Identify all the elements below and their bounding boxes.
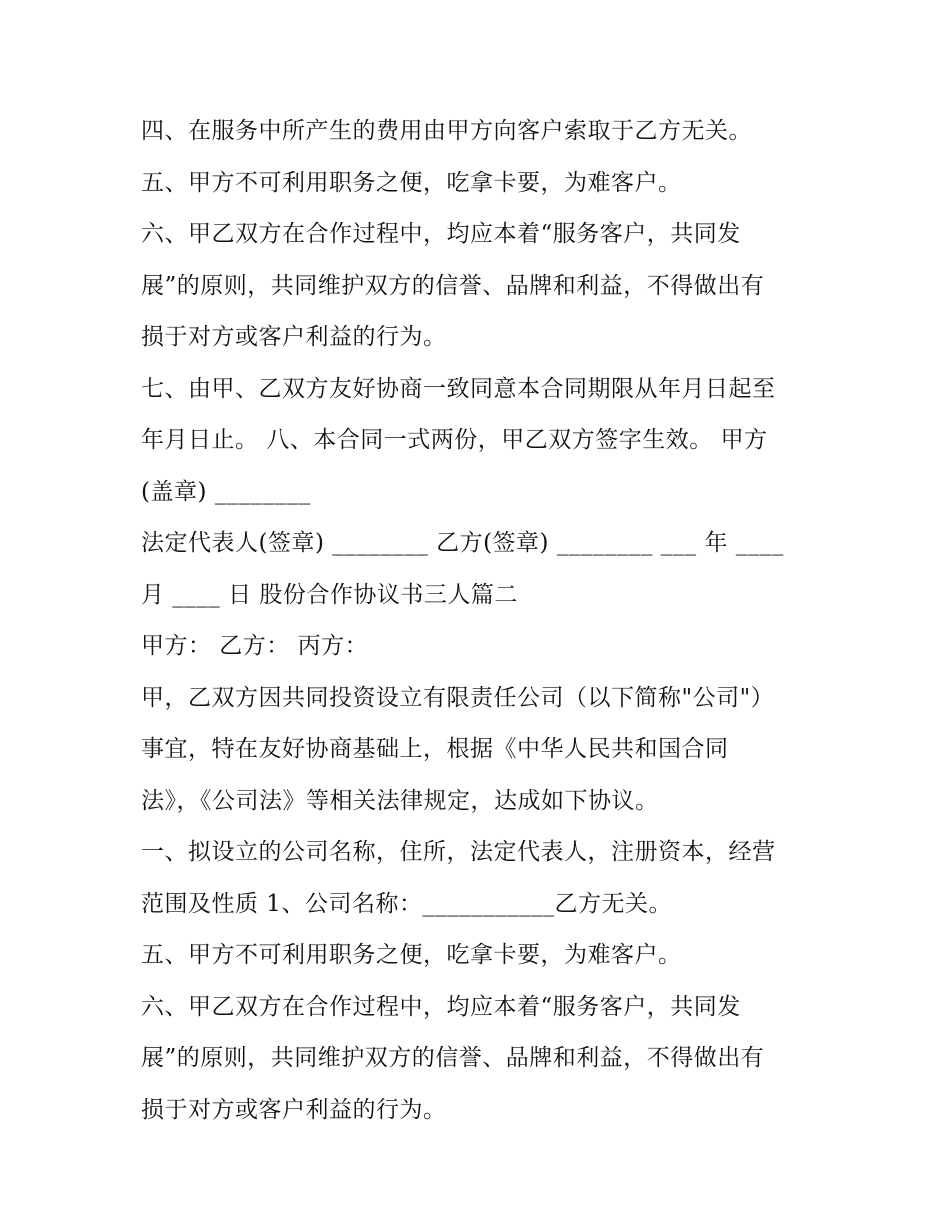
document-body <box>141 106 821 1136</box>
paragraph-line: 甲，乙双方因共同投资设立有限责任公司（以下简称"公司"） <box>141 684 775 711</box>
paragraph-line: 事宜，特在友好协商基础上，根据《中华人民共和国合同 <box>141 736 729 762</box>
paragraph-line: 损于对方或客户利益的行为。 <box>141 1096 447 1123</box>
paragraph-line: 损于对方或客户利益的行为。 <box>141 324 447 350</box>
parties-line: 甲方： 乙方： 丙方： <box>141 633 369 659</box>
paragraph-line: 一、拟设立的公司名称，住所，法定代表人，注册资本，经营 <box>141 839 776 865</box>
signature-line: 法定代表人(签章) ________ 乙方(签章) ________ ___ 年 ____ <box>141 530 784 556</box>
paragraph-line: 展”的原则，共同维护双方的信誉、品牌和利益，不得做出有 <box>141 272 765 299</box>
signature-line: (盖章) ________ <box>141 478 311 505</box>
paragraph-line: 范围及性质 1、公司名称：___________乙方无关。 <box>141 890 672 917</box>
paragraph-line: 四、在服务中所产生的费用由甲方向客户索取于乙方无关。 <box>141 118 752 144</box>
paragraph-line: 展”的原则，共同维护双方的信誉、品牌和利益，不得做出有 <box>141 1045 765 1071</box>
paragraph-line: 年月日止。 八、本合同一式两份，甲乙双方签字生效。 甲方 <box>141 427 768 453</box>
paragraph-line: 五、甲方不可利用职务之便，吃拿卡要，为难客户。 <box>141 942 682 968</box>
paragraph-line: 六、甲乙双方在合作过程中，均应本着“服务客户，共同发 <box>141 221 741 247</box>
paragraph-line: 六、甲乙双方在合作过程中，均应本着“服务客户，共同发 <box>141 993 741 1020</box>
paragraph-line: 法》，《公司法》等相关法律规定，达成如下协议。 <box>141 787 659 814</box>
section-title-line: 月 ____ 日 股份合作协议书三人篇二 <box>141 581 518 608</box>
paragraph-line: 七、由甲、乙双方友好协商一致同意本合同期限从年月日起至 <box>141 375 776 402</box>
paragraph-line: 五、甲方不可利用职务之便，吃拿卡要，为难客户。 <box>141 169 682 196</box>
